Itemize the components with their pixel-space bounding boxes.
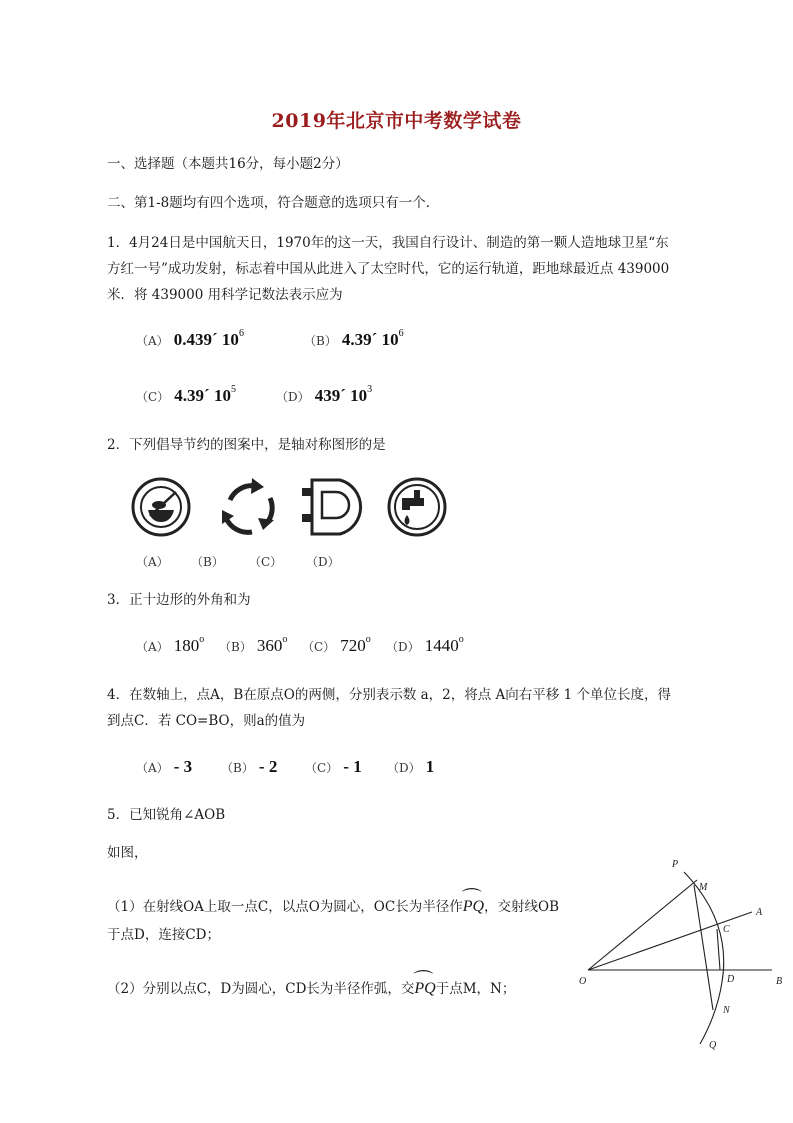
q2-label-c: （C） (249, 555, 283, 569)
section-one-heading: 一、选择题（本题共16分，每小题2分） (107, 156, 349, 172)
figure-lines (588, 872, 772, 1044)
q2-label-d: （D） (306, 555, 340, 569)
q3-option-c (302, 636, 371, 656)
arc-pq (684, 872, 724, 1044)
label-b: B (776, 976, 783, 987)
page-title: 2019年北京市中考数学试卷 (271, 110, 522, 132)
option-value: 360 (256, 636, 283, 655)
option-value: 180 (173, 636, 200, 655)
q4-option-b (221, 757, 277, 777)
arc-pq-symbol: ⌒ PQ (463, 898, 484, 915)
q5-line-2: 如图， (107, 845, 148, 861)
option-label: （B） (219, 640, 252, 654)
bowl-no-waste-icon (133, 479, 189, 535)
option-value: 1440 (424, 636, 459, 655)
label-m: M (699, 882, 708, 893)
q4-option-d (387, 757, 434, 777)
q1-option-c (136, 386, 236, 406)
q3-option-d (386, 636, 464, 656)
faucet-water-drop-icon (389, 479, 445, 535)
segment-cd (717, 929, 720, 970)
option-label: （D） (387, 761, 421, 775)
q1-line-1: 1．4月24日是中国航天日，1970年的这一天，我国自行设计、制造的第一颗人造地球卫星“东 (107, 235, 669, 251)
option-exponent: 3 (367, 384, 373, 396)
option-label: （A） (136, 761, 169, 775)
option-degree: o (199, 634, 205, 646)
arc-pq-symbol: ⌒ PQ (414, 980, 435, 997)
option-label: （A） (136, 334, 169, 348)
q5-step-1-text: （1）在射线OA上取一点C，以点O为圆心，OC长为半径作 (107, 899, 463, 915)
q2-text: 2．下列倡导节约的图案中，是轴对称图形的是 (107, 437, 386, 453)
option-label: （C） (302, 640, 336, 654)
q5-step-2-text: （2）分别以点C，D为圆心，CD长为半径作弧，交 (107, 981, 415, 997)
power-plug-icon (302, 480, 361, 534)
q2-label-a: （A） (136, 555, 169, 569)
option-value: 439´ 10 (314, 386, 368, 405)
option-value: 1 (425, 757, 435, 776)
q3-text: 3．正十边形的外角和为 (107, 592, 251, 608)
option-label: （B） (221, 761, 254, 775)
label-o: O (579, 976, 587, 987)
ray-oa (588, 912, 752, 970)
option-degree: o (365, 634, 371, 646)
q3-option-a (136, 636, 204, 656)
q1-option-d (276, 386, 372, 406)
q4-option-c (305, 757, 362, 777)
q5-step-1-text-b: ，交射线OB (484, 899, 560, 915)
q5-step-1 (107, 894, 559, 920)
option-label: （C） (305, 761, 339, 775)
q5-step-2 (107, 976, 515, 1002)
option-value: 4.39´ 10 (341, 330, 399, 349)
option-value: 720 (340, 636, 366, 655)
q5-step-2-text-b: 于点M，N； (435, 981, 516, 997)
q4-option-a (136, 757, 192, 777)
label-p: P (672, 859, 679, 870)
option-exponent: 6 (398, 328, 404, 340)
recycle-arrows-icon (222, 478, 274, 532)
option-label: （A） (136, 640, 169, 654)
option-value: 0.439´ 10 (173, 330, 239, 349)
q4-line-1: 4．在数轴上，点A，B在原点O的两侧，分别表示数 a，2，将点 A向右平移 1 个单位长度，得 (107, 687, 671, 703)
option-exponent: 5 (230, 384, 236, 396)
q5-geometry-figure (572, 852, 787, 1052)
q4-line-2: 到点C．若 CO=BO，则a的值为 (107, 713, 306, 729)
option-label: （D） (386, 640, 420, 654)
segment-om (588, 880, 697, 970)
option-value: - 2 (258, 757, 278, 776)
option-label: （B） (304, 334, 337, 348)
q2-label-b: （B） (191, 555, 224, 569)
option-degree: o (282, 634, 288, 646)
label-d: D (727, 974, 735, 985)
section-two-instructions: 二、第1-8题均有四个选项，符合题意的选项只有一个. (107, 195, 431, 211)
option-exponent: 6 (238, 328, 244, 340)
label-q: Q (709, 1040, 717, 1051)
option-label: （C） (136, 390, 170, 404)
q3-option-b (219, 636, 287, 656)
q5-line-1: 5．已知锐角∠AOB (107, 807, 226, 823)
q2-figures (126, 474, 456, 544)
q1-line-2: 方红一号”成功发射，标志着中国从此进入了太空时代，它的运行轨道，距地球最近点 439000 (107, 261, 670, 277)
option-value: - 3 (173, 757, 193, 776)
option-value: 4.39´ 10 (174, 386, 231, 405)
segment-mn (694, 885, 713, 1010)
q1-option-b (304, 330, 404, 350)
q1-option-a (136, 330, 244, 350)
option-label: （D） (276, 390, 310, 404)
option-value: - 1 (343, 757, 362, 776)
label-c: C (723, 924, 730, 935)
q5-step-1-cont: 于点D，连接CD； (107, 927, 220, 943)
q1-line-3: 米．将 439000 用科学记数法表示应为 (107, 287, 343, 303)
label-n: N (723, 1005, 730, 1016)
option-degree: o (458, 634, 464, 646)
label-a: A (756, 907, 763, 918)
